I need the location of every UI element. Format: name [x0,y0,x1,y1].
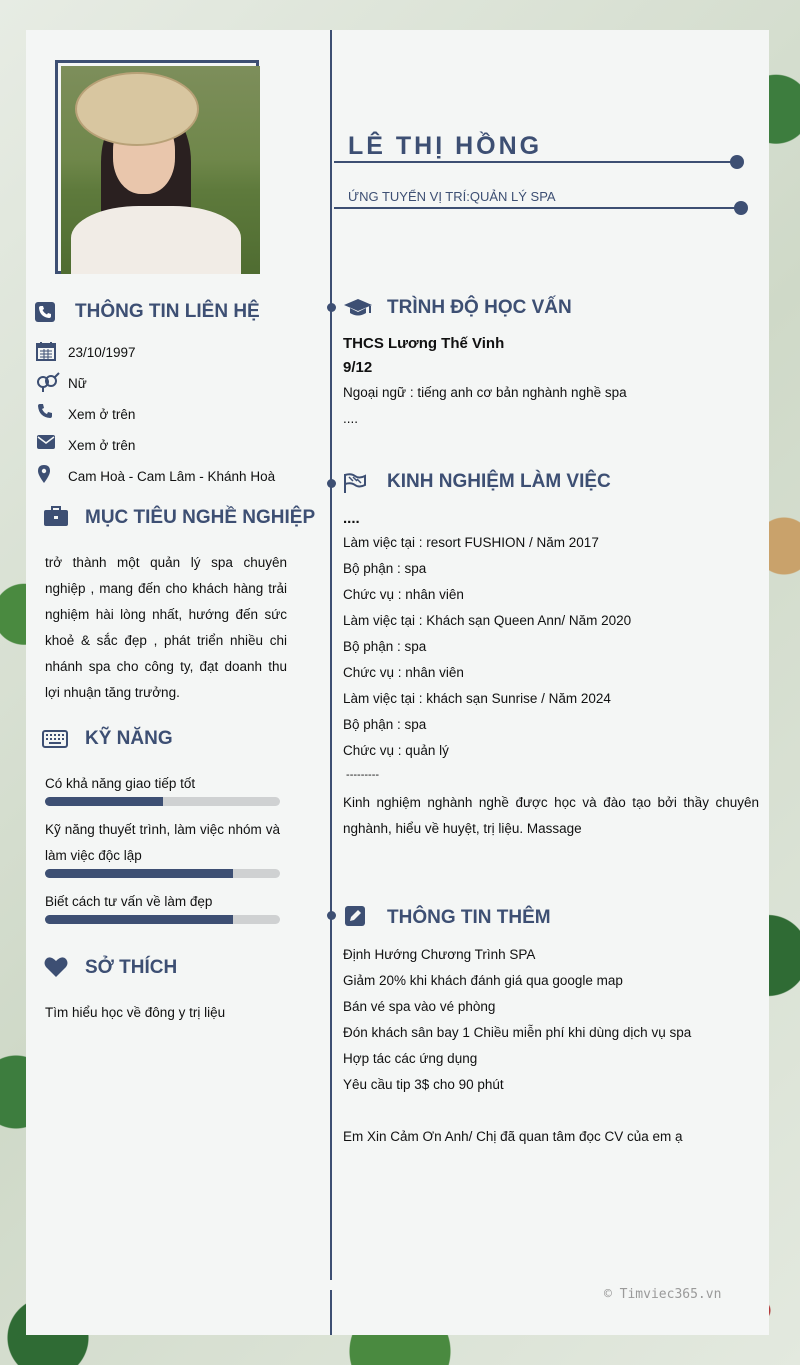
name-underline [334,161,734,163]
timeline-dot [327,303,336,312]
skill-bar [45,915,280,924]
skill-label: Biết cách tư vấn về làm đẹp [45,894,213,909]
skills-title: KỸ NĂNG [85,728,173,749]
education-language: Ngoại ngữ : tiếng anh cơ bản nghành nghề spa [343,385,627,400]
experience-line: Chức vụ : nhân viên [343,665,464,680]
experience-line: Bộ phận : spa [343,717,427,732]
heart-icon [44,956,68,982]
timeline-line-bottom [330,1290,332,1335]
graduation-cap-icon [343,298,373,322]
candidate-name: LÊ THỊ HỒNG [348,132,543,160]
envelope-icon [36,434,56,454]
phone-square-icon [35,302,55,326]
objective-text: trở thành một quản lý spa chuyên nghiệp , mang đến cho khách hàng trải nghiệm hài lòng nhất, hướng đến sức khoẻ & sắc đẹp , phát triển nhiều chi nhánh spa cho công ty, đạt doanh thu lợi nhuận tăng trưởng. [45,555,287,700]
contact-address: Cam Hoà - Cam Lâm - Khánh Hoà [68,469,276,484]
skill-bar-fill [45,869,233,878]
experience-title: KINH NGHIỆM LÀM VIỆC [387,471,611,492]
additional-line: Giảm 20% khi khách đánh giá qua google map [343,973,623,988]
skill-label: Kỹ năng thuyết trình, làm việc nhóm và làm việc độc lập [45,822,280,863]
experience-heading: .... [343,510,360,527]
education-grade: 9/12 [343,359,373,376]
contact-birthday: 23/10/1997 [68,345,136,360]
keyboard-icon [42,730,68,752]
contact-email: Xem ở trên [68,438,136,453]
additional-line: Yêu cầu tip 3$ cho 90 phút [343,1077,504,1092]
education-school: THCS Lương Thế Vinh [343,335,505,352]
position-underline-dot [734,201,748,215]
additional-line: Bán vé spa vào vé phòng [343,999,496,1014]
objective-title: MỤC TIÊU NGHỀ NGHIỆP [85,507,316,528]
position-underline [334,207,738,209]
phone-icon [37,403,53,423]
contact-title: THÔNG TIN LIÊN HỆ [75,301,260,322]
skill-bar [45,797,280,806]
experience-line: Bộ phận : spa [343,561,427,576]
experience-line: Làm việc tại : resort FUSHION / Năm 2017 [343,535,599,550]
additional-title: THÔNG TIN THÊM [387,907,551,928]
experience-summary: Kinh nghiệm nghành nghề được học và đào tạo bởi thầy chuyên nghành, hiểu về huyệt, trị liệu. Massage [343,795,759,836]
hobbies-title: SỞ THÍCH [85,957,178,978]
name-underline-dot [730,155,744,169]
applied-position: ỨNG TUYỂN VỊ TRÍ:QUẢN LÝ SPA [348,189,556,204]
map-pin-icon [38,465,50,487]
additional-line: Hợp tác các ứng dụng [343,1051,478,1066]
timeline-dot [327,911,336,920]
experience-line: Làm việc tại : khách sạn Sunrise / Năm 2024 [343,691,611,706]
footer-watermark[interactable]: © Timviec365.vn [604,1287,722,1302]
experience-line: Chức vụ : quản lý [343,743,449,758]
experience-separator: --------- [343,769,380,781]
edit-icon [345,906,365,930]
skill-bar-fill [45,797,163,806]
hobbies-text: Tìm hiểu học về đông y trị liệu [45,1005,226,1020]
additional-closing: Em Xin Cảm Ơn Anh/ Chị đã quan tâm đọc CV của em ạ [343,1129,683,1144]
additional-line: Đón khách sân bay 1 Chiều miễn phí khi dùng dịch vụ spa [343,1025,692,1040]
skill-bar-fill [45,915,233,924]
additional-line: Định Hướng Chương Trình SPA [343,947,536,962]
calendar-icon [36,341,56,365]
experience-line: Làm việc tại : Khách sạn Queen Ann/ Năm 2020 [343,613,632,628]
skill-label: Có khả năng giao tiếp tốt [45,776,196,791]
education-extra: .... [343,411,359,426]
contact-phone: Xem ở trên [68,407,136,422]
skill-bar [45,869,280,878]
flag-icon [343,473,367,497]
briefcase-icon [44,506,68,530]
experience-line: Bộ phận : spa [343,639,427,654]
gender-icon [35,372,61,396]
timeline-line [330,30,332,1280]
timeline-dot [327,479,336,488]
experience-line: Chức vụ : nhân viên [343,587,464,602]
education-title: TRÌNH ĐỘ HỌC VẤN [387,297,572,318]
profile-photo [61,66,260,274]
contact-gender: Nữ [68,376,87,391]
